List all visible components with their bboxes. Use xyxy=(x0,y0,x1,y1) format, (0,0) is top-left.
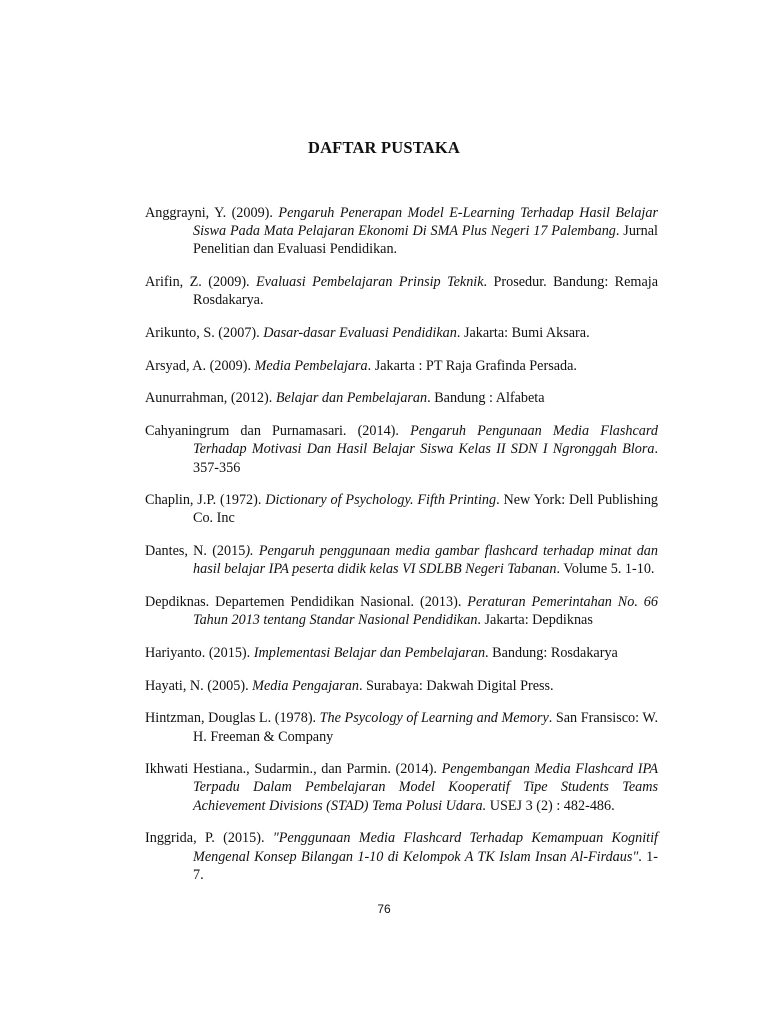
reference-author: Aunurrahman, (2012). xyxy=(145,390,276,407)
reference-publisher: . New York: Dell Publishing Co. Inc xyxy=(193,492,659,527)
reference-item xyxy=(145,491,658,527)
reference-title: ). Pengaruh penggunaan media gambar flashcard terhadap minat dan hasil belajar IPA peserta didik kelas VI SDLBB Negeri Tabanan xyxy=(193,543,658,578)
reference-publisher: . Surabaya: Dakwah Digital Press. xyxy=(358,677,554,694)
reference-publisher: . Bandung: Rosdakarya xyxy=(485,644,618,661)
reference-title: The Psycology of Learning and Memory xyxy=(319,710,549,727)
reference-author: Inggrida, P. (2015). xyxy=(145,830,273,847)
reference-title: Dasar-dasar Evaluasi Pendidikan xyxy=(263,325,457,342)
reference-list xyxy=(145,204,658,898)
page-title: DAFTAR PUSTAKA xyxy=(307,138,461,157)
reference-author: Anggrayni, Y. (2009). xyxy=(145,205,279,221)
reference-publisher: . Prosedur. Bandung: Remaja Rosdakarya. xyxy=(193,274,658,309)
reference-title: Pengaruh Penerapan Model E-Learning Terhadap Hasil Belajar Siswa Pada Mata Pelajaran Ekonomi Di SMA Plus Negeri 17 Palembang xyxy=(193,205,658,240)
reference-item xyxy=(145,709,658,745)
reference-item xyxy=(145,389,658,407)
reference-item xyxy=(145,644,658,662)
reference-publisher: . 1-7. xyxy=(193,848,658,883)
reference-publisher: . San Fransisco: W. H. Freeman & Company xyxy=(193,710,659,745)
reference-item xyxy=(145,593,658,629)
reference-publisher: . Jakarta: Bumi Aksara. xyxy=(456,325,590,342)
reference-title: ″Penggunaan Media Flashcard Terhadap Kemampuan Kognitif Mengenal Konsep Bilangan 1-10 di Kelompok A TK Islam Insan Al-Firdaus″ xyxy=(193,830,658,865)
reference-title: Evaluasi Pembelajaran Prinsip Teknik xyxy=(256,274,484,291)
reference-author: Chaplin, J.P. (1972). xyxy=(145,492,266,509)
reference-title: Dictionary of Psychology. Fifth Printing xyxy=(265,492,497,509)
reference-author: Hintzman, Douglas L. (1978). xyxy=(145,710,320,727)
reference-author: Hayati, N. (2005). xyxy=(145,677,253,694)
reference-item xyxy=(145,324,658,342)
reference-author: Arsyad, A. (2009). xyxy=(145,357,255,374)
reference-item xyxy=(145,357,658,375)
reference-title: Media Pengajaran xyxy=(252,677,359,694)
reference-publisher: . Jurnal Penelitian dan Evaluasi Pendidikan. xyxy=(193,223,658,258)
reference-publisher: . Volume 5. 1-10. xyxy=(556,561,655,578)
reference-item xyxy=(145,273,658,309)
reference-author: Arikunto, S. (2007). xyxy=(145,325,264,342)
reference-item xyxy=(145,829,658,884)
reference-title: Peraturan Pemerintahan No. 66 Tahun 2013 tentang Standar Nasional Pendidikan xyxy=(193,594,658,629)
reference-title: Media Pembelajara xyxy=(254,357,368,374)
reference-author: Depdiknas. Departemen Pendidikan Nasional. (2013). xyxy=(145,594,468,611)
page-number: 76 xyxy=(377,902,391,916)
reference-title: Pengaruh Pengunaan Media Flashcard Terhadap Motivasi Dan Hasil Belajar Siswa Kelas II SDN I Ngronggah Blora xyxy=(193,423,658,458)
reference-title: Pengembangan Media Flashcard IPA Terpadu Dalam Pembelajaran Model Kooperatif Tipe Students Teams Achievement Divisions (STAD) Tema Polusi Udara. xyxy=(193,761,659,814)
reference-item xyxy=(145,760,658,815)
reference-author: Dantes, N. (2015 xyxy=(145,543,246,560)
reference-item xyxy=(145,422,658,477)
reference-item xyxy=(145,542,658,578)
reference-publisher: . Bandung : Alfabeta xyxy=(427,390,545,407)
reference-publisher: . Jakarta: Depdiknas xyxy=(477,612,593,629)
reference-author: Hariyanto. (2015). xyxy=(145,644,254,661)
reference-item xyxy=(145,677,658,695)
reference-publisher: USEJ 3 (2) : 482-486. xyxy=(486,797,615,814)
reference-publisher: . 357-356 xyxy=(193,441,658,476)
reference-author: Ikhwati Hestiana., Sudarmin., dan Parmin. (2014). xyxy=(145,761,442,778)
reference-author: Cahyaningrum dan Purnamasari. (2014). xyxy=(145,423,411,440)
reference-item xyxy=(145,204,658,259)
reference-title: Implementasi Belajar dan Pembelajaran xyxy=(253,644,486,661)
reference-publisher: . Jakarta : PT Raja Grafinda Persada. xyxy=(367,357,577,374)
reference-author: Arifin, Z. (2009). xyxy=(145,274,257,291)
reference-title: Belajar dan Pembelajaran xyxy=(275,390,428,407)
